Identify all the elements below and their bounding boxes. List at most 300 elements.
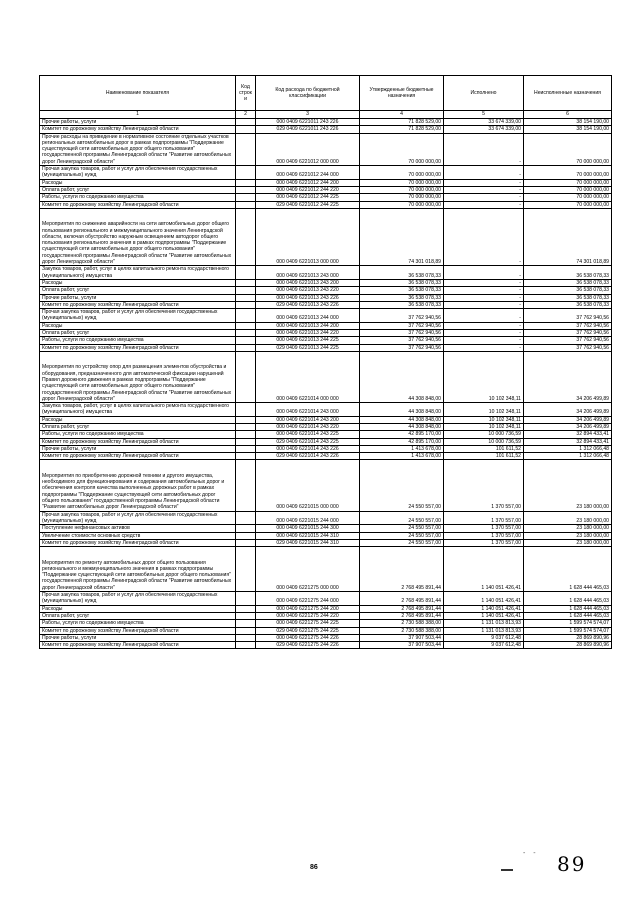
table-row <box>40 301 612 308</box>
row-unexecuted: 38 154 190,00 <box>524 126 612 133</box>
row-approved: 36 538 078,33 <box>360 301 444 308</box>
row-name: Комитет по дорожному хозяйству Ленинградской области <box>40 453 236 460</box>
row-line-code <box>236 642 256 649</box>
table-row <box>40 438 612 445</box>
row-budget-code: 000 0409 6221014 243 226 <box>256 445 360 452</box>
row-budget-code: 000 0409 6221011 243 226 <box>256 119 360 126</box>
row-budget-code: 000 0409 6221012 244 220 <box>256 186 360 193</box>
row-approved: 44 308 848,00 <box>360 403 444 417</box>
row-budget-code: 000 0409 6221014 243 000 <box>256 403 360 417</box>
row-line-code <box>236 266 256 280</box>
row-line-code <box>236 592 256 606</box>
row-approved: 36 538 078,33 <box>360 294 444 301</box>
row-executed: - <box>444 322 524 329</box>
row-executed: 1 140 051 426,41 <box>444 547 524 592</box>
table-row <box>40 592 612 606</box>
row-name: Мероприятия по снижению аварийности на сети автомобильных дорог общего пользования регионального и межмуниципального значения Ленинградской области, включая обустройство наружным освещением автодорог общего пользования регионального значения в рамках подпрограммы "Поддержание существующей сети автомобильных дорог общего пользования" государственной программы Ленинградской области "Развитие автомобильных дорог Ленинградской области" <box>40 208 236 266</box>
row-budget-code: 000 0409 6221013 000 000 <box>256 208 360 266</box>
row-executed: - <box>444 344 524 351</box>
row-line-code <box>236 126 256 133</box>
row-unexecuted: 36 538 078,33 <box>524 301 612 308</box>
header-unexecuted: Неисполненные назначения <box>524 76 612 111</box>
row-unexecuted: 23 180 000,00 <box>524 539 612 546</box>
table-row <box>40 186 612 193</box>
row-name: Поступление нефинансовых активов <box>40 525 236 532</box>
table-row <box>40 525 612 532</box>
row-line-code <box>236 445 256 452</box>
row-name: Оплата работ, услуг <box>40 330 236 337</box>
row-unexecuted: 32 894 433,41 <box>524 431 612 438</box>
row-unexecuted: 34 206 499,89 <box>524 424 612 431</box>
row-line-code <box>236 166 256 180</box>
row-executed: 10 102 348,11 <box>444 416 524 423</box>
table-row <box>40 416 612 423</box>
row-budget-code: 000 0409 6221014 000 000 <box>256 351 360 402</box>
row-unexecuted: 32 894 433,41 <box>524 438 612 445</box>
table-row <box>40 620 612 627</box>
row-approved: 70 000 000,00 <box>360 166 444 180</box>
row-budget-code: 000 0409 6221015 244 310 <box>256 532 360 539</box>
row-unexecuted: 37 762 940,56 <box>524 330 612 337</box>
row-line-code <box>236 119 256 126</box>
row-unexecuted: 70 000 000,00 <box>524 166 612 180</box>
row-name: Комитет по дорожному хозяйству Ленинградской области <box>40 539 236 546</box>
header-budget-code: Код расхода по бюджетной классификации <box>256 76 360 111</box>
row-approved: 37 762 940,56 <box>360 344 444 351</box>
row-executed: - <box>444 330 524 337</box>
table-row <box>40 511 612 525</box>
row-executed: 1 140 051 426,41 <box>444 612 524 619</box>
row-unexecuted: 70 000 000,00 <box>524 186 612 193</box>
row-budget-code: 000 0409 6221015 244 000 <box>256 511 360 525</box>
row-name: Работы, услуги по содержанию имущества <box>40 337 236 344</box>
table-row <box>40 179 612 186</box>
row-name: Закупка товаров, работ, услуг в целях капитального ремонта государственного (муниципального) имущества <box>40 403 236 417</box>
row-unexecuted: 70 000 000,00 <box>524 133 612 165</box>
row-name: Оплата работ, услуг <box>40 424 236 431</box>
row-line-code <box>236 547 256 592</box>
row-unexecuted: 1 628 444 465,03 <box>524 605 612 612</box>
row-name: Прочая закупка товаров, работ и услуг для обеспечения государственных (муниципальных) нужд <box>40 309 236 323</box>
row-name: Оплата работ, услуг <box>40 287 236 294</box>
table-row <box>40 266 612 280</box>
row-executed: - <box>444 194 524 201</box>
row-executed: - <box>444 287 524 294</box>
row-unexecuted: 1 312 066,48 <box>524 453 612 460</box>
row-unexecuted: 37 762 940,56 <box>524 309 612 323</box>
row-approved: 44 308 848,00 <box>360 416 444 423</box>
row-budget-code: 000 0409 6221013 244 000 <box>256 309 360 323</box>
row-executed: - <box>444 279 524 286</box>
row-name: Оплата работ, услуг <box>40 612 236 619</box>
row-unexecuted: 34 206 499,89 <box>524 416 612 423</box>
row-budget-code: 029 0409 6221013 244 225 <box>256 344 360 351</box>
row-executed: - <box>444 186 524 193</box>
row-name: Прочая закупка товаров, работ и услуг для обеспечения государственных (муниципальных) нужд <box>40 592 236 606</box>
row-unexecuted: 1 628 444 465,03 <box>524 592 612 606</box>
row-unexecuted: 28 869 890,96 <box>524 634 612 641</box>
row-executed: 1 370 557,00 <box>444 532 524 539</box>
row-line-code <box>236 186 256 193</box>
row-approved: 70 000 000,00 <box>360 201 444 208</box>
row-budget-code: 029 0409 6221013 243 226 <box>256 301 360 308</box>
row-budget-code: 000 0409 6221013 243 220 <box>256 287 360 294</box>
row-line-code <box>236 634 256 641</box>
row-name: Работы, услуги по содержанию имущества <box>40 194 236 201</box>
table-row <box>40 208 612 266</box>
row-name: Расходы <box>40 416 236 423</box>
row-name: Прочие работы, услуги <box>40 445 236 452</box>
row-unexecuted: 23 180 000,00 <box>524 532 612 539</box>
table-row <box>40 166 612 180</box>
row-line-code <box>236 460 256 511</box>
row-name: Прочие расходы на приведение в нормативное состояние отдельных участков региональных автомобильных дорог в рамках подпрограммы "Поддержание существующей сети автомобильных дорог общего пользования" государственной программы Ленинградской области "Развитие автомобильных дорог Ленинградской области" <box>40 133 236 165</box>
row-line-code <box>236 431 256 438</box>
row-approved: 24 550 557,00 <box>360 511 444 525</box>
row-unexecuted: 1 599 574 574,07 <box>524 627 612 634</box>
row-approved: 37 762 940,56 <box>360 337 444 344</box>
row-approved: 24 550 557,00 <box>360 532 444 539</box>
row-line-code <box>236 620 256 627</box>
row-unexecuted: 1 312 066,48 <box>524 445 612 452</box>
row-approved: 2 768 495 891,44 <box>360 592 444 606</box>
row-approved: 70 000 000,00 <box>360 179 444 186</box>
table-row <box>40 532 612 539</box>
row-executed: - <box>444 208 524 266</box>
row-name: Комитет по дорожному хозяйству Ленинградской области <box>40 438 236 445</box>
row-unexecuted: 28 869 890,96 <box>524 642 612 649</box>
row-budget-code: 000 0409 6221012 244 225 <box>256 194 360 201</box>
row-approved: 24 550 557,00 <box>360 539 444 546</box>
row-executed: - <box>444 266 524 280</box>
row-line-code <box>236 532 256 539</box>
handwritten-page-number: 89 <box>557 852 587 876</box>
table-row <box>40 344 612 351</box>
table-row <box>40 634 612 641</box>
row-executed: 1 370 557,00 <box>444 525 524 532</box>
row-unexecuted: 1 599 574 574,07 <box>524 620 612 627</box>
row-name: Комитет по дорожному хозяйству Ленинградской области <box>40 126 236 133</box>
row-line-code <box>236 201 256 208</box>
row-budget-code: 000 0409 6221012 244 000 <box>256 166 360 180</box>
row-unexecuted: 34 206 499,89 <box>524 351 612 402</box>
row-line-code <box>236 208 256 266</box>
row-approved: 70 000 000,00 <box>360 186 444 193</box>
row-name: Расходы <box>40 322 236 329</box>
row-approved: 36 538 078,33 <box>360 287 444 294</box>
row-executed: 1 140 051 426,41 <box>444 605 524 612</box>
row-budget-code: 000 0409 6221015 000 000 <box>256 460 360 511</box>
row-line-code <box>236 344 256 351</box>
row-executed: 1 370 557,00 <box>444 511 524 525</box>
row-unexecuted: 74 301 018,89 <box>524 208 612 266</box>
row-unexecuted: 23 180 000,00 <box>524 511 612 525</box>
row-approved: 1 413 678,00 <box>360 445 444 452</box>
table-row <box>40 605 612 612</box>
row-unexecuted: 37 762 940,56 <box>524 344 612 351</box>
row-executed: 1 140 051 426,41 <box>444 592 524 606</box>
row-line-code <box>236 330 256 337</box>
row-line-code <box>236 337 256 344</box>
row-unexecuted: 70 000 000,00 <box>524 179 612 186</box>
row-budget-code: 000 0409 6221013 243 000 <box>256 266 360 280</box>
row-budget-code: 000 0409 6221014 243 200 <box>256 416 360 423</box>
row-line-code <box>236 403 256 417</box>
row-executed: - <box>444 179 524 186</box>
row-line-code <box>236 194 256 201</box>
row-name: Прочая закупка товаров, работ и услуг для обеспечения государственных (муниципальных) нужд <box>40 166 236 180</box>
row-budget-code: 000 0409 6221275 244 225 <box>256 620 360 627</box>
dash-mark <box>501 869 513 871</box>
row-line-code <box>236 179 256 186</box>
budget-execution-table <box>39 75 612 649</box>
row-approved: 74 301 018,89 <box>360 208 444 266</box>
table-body <box>40 119 612 649</box>
row-approved: 70 000 000,00 <box>360 194 444 201</box>
table-row <box>40 547 612 592</box>
row-executed: - <box>444 309 524 323</box>
row-approved: 37 907 503,44 <box>360 634 444 641</box>
row-line-code <box>236 424 256 431</box>
table-row <box>40 453 612 460</box>
row-executed: 101 611,52 <box>444 445 524 452</box>
row-budget-code: 000 0409 6221275 000 000 <box>256 547 360 592</box>
row-name: Прочая закупка товаров, работ и услуг для обеспечения государственных (муниципальных) нужд <box>40 511 236 525</box>
row-approved: 37 907 503,44 <box>360 642 444 649</box>
table-row <box>40 330 612 337</box>
row-name: Мероприятия по устройству опор для размещения элементов обустройства и оборудования, предназначенного для автоматической фиксации нарушений Правил дорожного движения в рамках подпрограммы "Поддержание существующей сети автомобильных дорог общего пользования" государственной программы Ленинградской области "Развитие автомобильных дорог Ленинградской области" <box>40 351 236 402</box>
row-budget-code: 000 0409 6221013 243 226 <box>256 294 360 301</box>
row-unexecuted: 70 000 000,00 <box>524 194 612 201</box>
row-executed: 10 102 348,11 <box>444 403 524 417</box>
row-approved: 42 895 170,00 <box>360 438 444 445</box>
row-unexecuted: 23 180 000,00 <box>524 525 612 532</box>
row-executed: 1 131 013 813,93 <box>444 620 524 627</box>
row-executed: 1 131 013 813,93 <box>444 627 524 634</box>
row-name: Комитет по дорожному хозяйству Ленинградской области <box>40 344 236 351</box>
row-name: Комитет по дорожному хозяйству Ленинградской области <box>40 201 236 208</box>
row-executed: - <box>444 201 524 208</box>
row-approved: 71 828 529,00 <box>360 119 444 126</box>
row-executed: - <box>444 301 524 308</box>
row-approved: 24 550 557,00 <box>360 525 444 532</box>
row-name: Расходы <box>40 279 236 286</box>
row-approved: 2 768 495 891,44 <box>360 612 444 619</box>
row-line-code <box>236 511 256 525</box>
table-row <box>40 337 612 344</box>
row-budget-code: 000 0409 6221275 244 220 <box>256 612 360 619</box>
row-executed: - <box>444 337 524 344</box>
row-unexecuted: 34 206 499,89 <box>524 403 612 417</box>
table-row <box>40 287 612 294</box>
scan-mark: - - <box>523 850 539 857</box>
row-budget-code: 000 0409 6221013 243 200 <box>256 279 360 286</box>
row-unexecuted: 36 538 078,33 <box>524 266 612 280</box>
row-executed: 33 674 339,00 <box>444 126 524 133</box>
table-row <box>40 309 612 323</box>
header-line-code: Код строк и <box>236 76 256 111</box>
column-number: 3 <box>256 111 360 119</box>
row-budget-code: 000 0409 6221275 244 200 <box>256 605 360 612</box>
row-executed: 9 037 612,48 <box>444 642 524 649</box>
table-row <box>40 642 612 649</box>
row-approved: 37 762 940,56 <box>360 322 444 329</box>
row-name: Прочие работы, услуги <box>40 634 236 641</box>
row-executed: 10 000 736,59 <box>444 438 524 445</box>
table-row <box>40 445 612 452</box>
table-row <box>40 294 612 301</box>
row-executed: - <box>444 133 524 165</box>
row-unexecuted: 37 762 940,56 <box>524 337 612 344</box>
row-budget-code: 000 0409 6221013 244 220 <box>256 330 360 337</box>
column-number-row <box>40 111 612 119</box>
row-name: Комитет по дорожному хозяйству Ленинградской области <box>40 642 236 649</box>
row-line-code <box>236 605 256 612</box>
column-number: 1 <box>40 111 236 119</box>
row-name: Мероприятия по приобретению дорожной техники и другого имущества, необходимого для функционирования и содержания автомобильных дорог и обеспечения контроля качества выполненных дорожных работ в рамках подпрограммы "Поддержание существующей сети автомобильных дорог общего пользования" государственной программы Ленинградской области "Развитие автомобильных дорог Ленинградской области" <box>40 460 236 511</box>
table-row <box>40 119 612 126</box>
row-budget-code: 029 0409 6221275 244 225 <box>256 627 360 634</box>
row-executed: 1 370 557,00 <box>444 539 524 546</box>
row-approved: 2 768 495 891,44 <box>360 547 444 592</box>
row-line-code <box>236 438 256 445</box>
table-row <box>40 627 612 634</box>
header-indicator-name: Наименование показателя <box>40 76 236 111</box>
row-executed: 1 370 557,00 <box>444 460 524 511</box>
row-budget-code: 000 0409 6221012 244 200 <box>256 179 360 186</box>
row-name: Расходы <box>40 179 236 186</box>
table-row <box>40 431 612 438</box>
row-executed: 10 102 348,11 <box>444 351 524 402</box>
column-number: 6 <box>524 111 612 119</box>
row-line-code <box>236 294 256 301</box>
table-row <box>40 539 612 546</box>
row-name: Работы, услуги по содержанию имущества <box>40 620 236 627</box>
row-budget-code: 029 0409 6221014 243 226 <box>256 453 360 460</box>
table-row <box>40 612 612 619</box>
row-name: Закупка товаров, работ, услуг в целях капитального ремонта государственного (муниципального) имущества <box>40 266 236 280</box>
row-unexecuted: 1 628 444 465,03 <box>524 547 612 592</box>
row-approved: 70 000 000,00 <box>360 133 444 165</box>
row-unexecuted: 37 762 940,56 <box>524 322 612 329</box>
page-number: 86 <box>310 864 318 871</box>
row-line-code <box>236 539 256 546</box>
row-budget-code: 000 0409 6221014 243 220 <box>256 424 360 431</box>
row-budget-code: 000 0409 6221013 244 225 <box>256 337 360 344</box>
column-number: 2 <box>236 111 256 119</box>
table-row <box>40 279 612 286</box>
row-executed: 101 611,52 <box>444 453 524 460</box>
row-approved: 71 828 529,00 <box>360 126 444 133</box>
row-name: Увеличение стоимости основных средств <box>40 532 236 539</box>
row-line-code <box>236 279 256 286</box>
row-budget-code: 000 0409 6221015 244 300 <box>256 525 360 532</box>
row-name: Комитет по дорожному хозяйству Ленинградской области <box>40 627 236 634</box>
row-executed: - <box>444 166 524 180</box>
row-name: Прочие работы, услуги <box>40 294 236 301</box>
row-approved: 36 538 078,33 <box>360 279 444 286</box>
table-row <box>40 424 612 431</box>
row-executed: 9 037 612,48 <box>444 634 524 641</box>
row-line-code <box>236 133 256 165</box>
row-line-code <box>236 525 256 532</box>
row-budget-code: 029 0409 6221014 243 225 <box>256 438 360 445</box>
row-executed: 33 674 339,00 <box>444 119 524 126</box>
header-executed: Исполнено <box>444 76 524 111</box>
row-budget-code: 000 0409 6221012 000 000 <box>256 133 360 165</box>
row-budget-code: 029 0409 6221012 244 225 <box>256 201 360 208</box>
row-budget-code: 029 0409 6221015 244 310 <box>256 539 360 546</box>
column-number: 5 <box>444 111 524 119</box>
row-approved: 37 762 940,56 <box>360 309 444 323</box>
table-row <box>40 403 612 417</box>
row-line-code <box>236 301 256 308</box>
row-budget-code: 000 0409 6221275 244 226 <box>256 634 360 641</box>
row-approved: 1 413 678,00 <box>360 453 444 460</box>
row-approved: 44 308 848,00 <box>360 351 444 402</box>
row-line-code <box>236 416 256 423</box>
row-unexecuted: 1 628 444 465,03 <box>524 612 612 619</box>
table-header-row <box>40 76 612 111</box>
row-budget-code: 000 0409 6221014 243 225 <box>256 431 360 438</box>
row-name: Работы, услуги по содержанию имущества <box>40 431 236 438</box>
row-budget-code: 029 0409 6221275 244 226 <box>256 642 360 649</box>
row-line-code <box>236 309 256 323</box>
table-row <box>40 201 612 208</box>
row-line-code <box>236 612 256 619</box>
column-number: 4 <box>360 111 444 119</box>
row-approved: 37 762 940,56 <box>360 330 444 337</box>
row-line-code <box>236 287 256 294</box>
table-row <box>40 133 612 165</box>
row-unexecuted: 36 538 078,33 <box>524 294 612 301</box>
row-executed: - <box>444 294 524 301</box>
row-name: Расходы <box>40 605 236 612</box>
row-budget-code: 000 0409 6221013 244 200 <box>256 322 360 329</box>
row-budget-code: 000 0409 6221275 244 000 <box>256 592 360 606</box>
table-row <box>40 126 612 133</box>
row-name: Мероприятия по ремонту автомобильных дорог общего пользования регионального и межмуниципального значения в рамках подпрограммы "Поддержание существующей сети автомобильных дорог общего пользования" государственной программы Ленинградской области "Развитие автомобильных дорог Ленинградской области" <box>40 547 236 592</box>
row-name: Оплата работ, услуг <box>40 186 236 193</box>
row-unexecuted: 70 000 000,00 <box>524 201 612 208</box>
table-row <box>40 460 612 511</box>
budget-table-container <box>39 75 612 649</box>
table-row <box>40 351 612 402</box>
row-name: Комитет по дорожному хозяйству Ленинградской области <box>40 301 236 308</box>
row-name: Прочие работы, услуги <box>40 119 236 126</box>
header-approved: Утвержденные бюджетные назначения <box>360 76 444 111</box>
row-unexecuted: 36 538 078,33 <box>524 287 612 294</box>
row-approved: 24 550 557,00 <box>360 460 444 511</box>
row-approved: 36 538 078,33 <box>360 266 444 280</box>
row-approved: 2 768 495 891,44 <box>360 605 444 612</box>
row-approved: 42 895 170,00 <box>360 431 444 438</box>
table-row <box>40 322 612 329</box>
row-approved: 44 308 848,00 <box>360 424 444 431</box>
row-approved: 2 730 588 388,00 <box>360 620 444 627</box>
row-line-code <box>236 351 256 402</box>
row-unexecuted: 36 538 078,33 <box>524 279 612 286</box>
table-row <box>40 194 612 201</box>
row-executed: 10 102 348,11 <box>444 424 524 431</box>
row-line-code <box>236 322 256 329</box>
row-executed: 10 000 736,59 <box>444 431 524 438</box>
row-approved: 2 730 588 388,00 <box>360 627 444 634</box>
row-budget-code: 029 0409 6221011 243 226 <box>256 126 360 133</box>
row-unexecuted: 38 154 190,00 <box>524 119 612 126</box>
row-line-code <box>236 627 256 634</box>
row-unexecuted: 23 180 000,00 <box>524 460 612 511</box>
